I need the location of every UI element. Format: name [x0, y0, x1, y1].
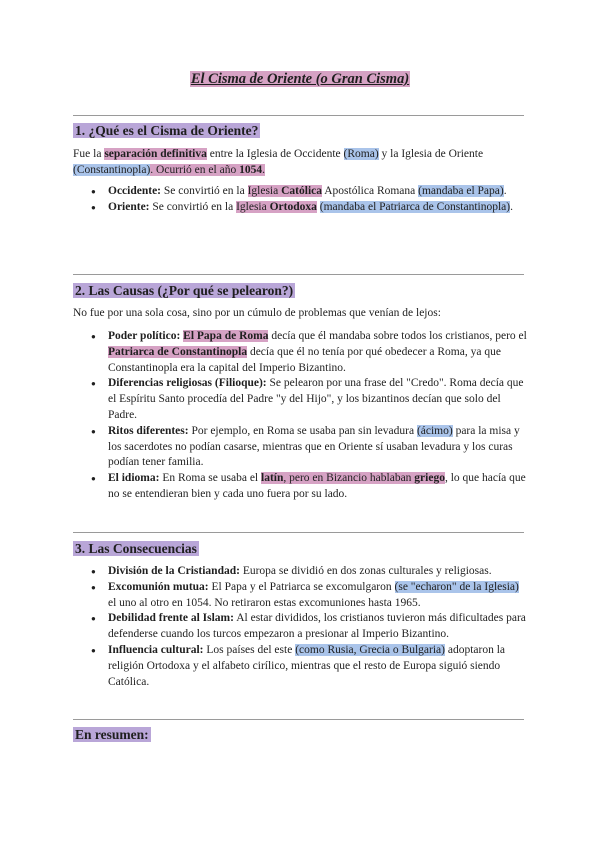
list-item: ● El idioma: En Roma se usaba el latín, pero en Bizancio hablaban griego, lo que hacía que no se entendieran bien y cada uno fuera por su lado. — [108, 471, 528, 503]
section-heading-2: 2. Las Causas (¿Por qué se pelearon?) — [75, 283, 294, 298]
list-item: ● División de la Cristiandad: Europa se dividió en dos zonas culturales y religiosas. — [108, 564, 528, 580]
section-divider — [73, 532, 524, 533]
section-divider — [73, 115, 524, 116]
list-item: ● Ritos diferentes: Por ejemplo, en Roma se usaba pan sin levadura (ácimo) para la misa y los sacerdotes no podían casarse, mientras que en Oriente sí usaban levadura y los curas podían tener familia. — [108, 424, 528, 471]
list-item: ● Diferencias religiosas (Filioque): Se pelearon por una frase del "Credo". Roma decía que el Espíritu Santo procedía del Padre "y del Hijo", y los bizantinos decían que solo del Padre. — [108, 376, 528, 423]
section-divider — [73, 274, 524, 275]
section-heading-1: 1. ¿Qué es el Cisma de Oriente? — [75, 123, 259, 138]
section-heading-summary: En resumen: — [75, 727, 149, 742]
list-item: ● Excomunión mutua: El Papa y el Patriarca se excomulgaron (se "echaron" de la Iglesia) el uno al otro en 1054. No retiraron estas excomuniones hasta 1965. — [108, 580, 528, 612]
section-heading-3: 3. Las Consecuencias — [75, 541, 197, 556]
list-item: ● Oriente: Se convirtió en la Iglesia Ortodoxa (mandaba el Patriarca de Constantinopla). — [108, 200, 528, 216]
section-1-list — [73, 184, 528, 216]
list-item: ● Occidente: Se convirtió en la Iglesia Católica Apostólica Romana (mandaba el Papa). — [108, 184, 528, 200]
list-item: ● Influencia cultural: Los países del este (como Rusia, Grecia o Bulgaria) adoptaron la religión Ortodoxa y el alfabeto cirílico, mientras que el resto de Europa siguió siendo Católica. — [108, 643, 528, 690]
section-2-intro: No fue por una sola cosa, sino por un cúmulo de problemas que venían de lejos: — [73, 307, 441, 319]
section-divider — [73, 719, 524, 720]
section-1-intro: Fue la separación definitiva entre la Iglesia de Occidente (Roma) y la Iglesia de Oriente (Constantinopla). Ocurrió en el año 1054. — [73, 148, 484, 176]
document-title: El Cisma de Oriente (o Gran Cisma) — [190, 71, 410, 87]
section-3-list — [73, 564, 528, 690]
list-item: ● Poder político: El Papa de Roma decía que él mandaba sobre todos los cristianos, pero el Patriarca de Constantinopla decía que él no tenía por qué obedecer a Roma, ya que Constantinopla era la capital del Imperio Bizantino. — [108, 329, 528, 376]
section-2-list — [73, 329, 528, 503]
list-item: ● Debilidad frente al Islam: Al estar divididos, los cristianos tuvieron más dificultades para defenderse cuando los turcos empezaron a presionar al Imperio Bizantino. — [108, 611, 528, 643]
